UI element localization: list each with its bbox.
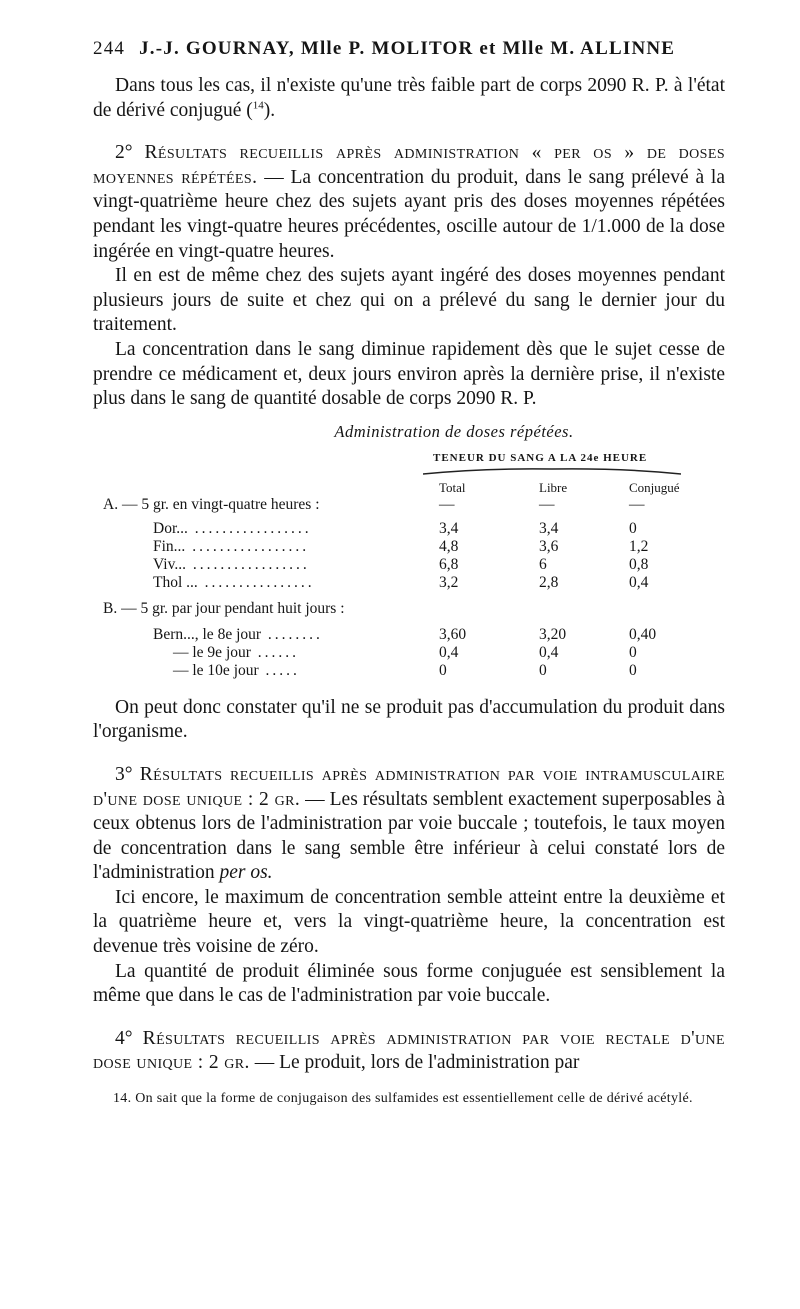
- section-3-paragraph-3: La quantité de produit éliminée sous forme conjuguée est sensiblement la même que dans le cas de l'administration par voie buccale.: [93, 960, 725, 1007]
- section-2-paragraph-2: Il en est de même chez des sujets ayant ingéré des doses moyennes pendant plusieurs jours de suite et chez qui on a prélevé du sang le dernier jour du traitement.: [93, 265, 725, 336]
- section-a-label: A. — 5 gr. en vingt-quatre heures :: [103, 495, 320, 513]
- paragraph-intro: Dans tous les cas, il n'existe qu'une très faible part de corps 2090 R. P. à l'état de dérivé conjugué ($^{14}$).: [93, 75, 725, 121]
- leader-dots: .................: [185, 555, 310, 573]
- col-total: Total: [439, 479, 466, 495]
- section-3-paragraph-2: Ici encore, le maximum de concentration semble atteint entre la deuxième et la quatrième heure et, vers la vingt-quatrième heure, la concentration est devenue très voisine de zéro.: [93, 886, 725, 958]
- section-3-paragraph: 3° Résultats recueillis après administration par voie intramusculaire d'une dose unique : 2 gr. — Les résultats semblent exactement superposables à ceux obtenus lors de l'administration par voie buccale ; toutefois, le taux moyen de concentration dans le sang semble être inférieur à celui constaté lors de l'administration per os.: [93, 763, 726, 884]
- page: [93, 38, 725, 1108]
- section-3-number: 3°: [115, 763, 133, 785]
- section-a-row: A. — 5 gr. en vingt-quatre heures : — — —: [103, 495, 645, 513]
- paragraph-conclusion: On peut donc constater qu'il ne se produit pas d'accumulation du produit dans l'organisme.: [93, 696, 725, 743]
- leader-dots: .................: [185, 537, 310, 555]
- col-conjugue: Conjugué: [629, 479, 680, 495]
- section-2-title: Résultats recueillis après administration « per os » de doses moyennes répétées.: [93, 142, 725, 188]
- table-row: Dor... ................. 3,4 3,4 0: [153, 519, 637, 537]
- running-header: [93, 38, 725, 74]
- footnote-ref: 14: [252, 99, 264, 112]
- section-2-body: — La concentration du produit, dans le sang prélevé à la vingt-quatrième heure chez des sujets ayant pris des doses moyennes répétées pendant les vingt-quatre heures précédentes, oscille autour de 1/1.000 de la dose ingérée en vingt-quatre heures.: [93, 166, 725, 262]
- footnote: [93, 1090, 725, 1108]
- leader-dots: .................: [187, 519, 312, 537]
- section-4-number: 4°: [115, 1027, 133, 1049]
- header-authors: J.-J. GOURNAY, Mlle P. MOLITOR et Mlle M. ALLINNE: [139, 38, 676, 59]
- section-4-title: Résultats recueillis après administration par voie rectale d'une dose unique : 2 gr.: [93, 1027, 726, 1074]
- leader-dots: ........: [261, 625, 323, 643]
- table-group-header: TENEUR DU SANG A LA 24e HEURE: [433, 451, 648, 464]
- footnote-text: On sait que la forme de conjugaison des sulfamides est essentiellement celle de dérivé acétylé.: [135, 1091, 693, 1107]
- data-table: [93, 452, 725, 682]
- brace-line: [423, 466, 681, 476]
- table-row: — le 10e jour ..... 0 0 0: [173, 661, 637, 679]
- leader-dots: .....: [258, 661, 300, 679]
- table-caption: Administration de doses répétées.: [334, 421, 574, 441]
- section-2-paragraph: [93, 141, 725, 264]
- table-row: Viv... ................. 6,8 6 0,8: [153, 555, 649, 573]
- table-row: Fin... ................. 4,8 3,6 1,2: [153, 537, 649, 555]
- section-2-paragraph-3: La concentration dans le sang diminue rapidement dès que le sujet cesse de prendre ce médicament et, deux jours environ après la dernière prise, il n'existe plus dans le sang de quantité dosable de corps 2090 R. P.: [93, 338, 725, 410]
- section-b-label: B. — 5 gr. par jour pendant huit jours :: [103, 599, 345, 617]
- section-4-body: — Le produit, lors de l'administration par: [254, 1052, 580, 1074]
- leader-dots: ......: [250, 643, 300, 661]
- table-row: — le 9e jour ...... 0,4 0,4 0: [173, 643, 637, 661]
- section-b-row: [93, 600, 725, 620]
- table-row: Thol ... ................ 3,2 2,8 0,4: [153, 573, 649, 591]
- section-3-title: Résultats recueillis après administration par voie intramusculaire d'une dose unique : 2 gr.: [93, 763, 726, 810]
- section-3-body: — Les résultats semblent exactement superposables à ceux obtenus lors de l'administration par voie buccale ; toutefois, le taux moyen de concentration dans le sang semble être inférieur à celui constaté lors de l'administration: [93, 788, 725, 884]
- footnote-number: 14.: [113, 1091, 132, 1107]
- section-4-paragraph: [93, 1027, 725, 1076]
- page-number: 244: [93, 38, 126, 59]
- col-libre: Libre: [539, 479, 568, 495]
- section-2-number: 2°: [115, 142, 133, 164]
- leader-dots: ................: [197, 573, 315, 591]
- table-row: Bern..., le 8e jour ........ 3,60 3,20 0,40: [153, 625, 657, 643]
